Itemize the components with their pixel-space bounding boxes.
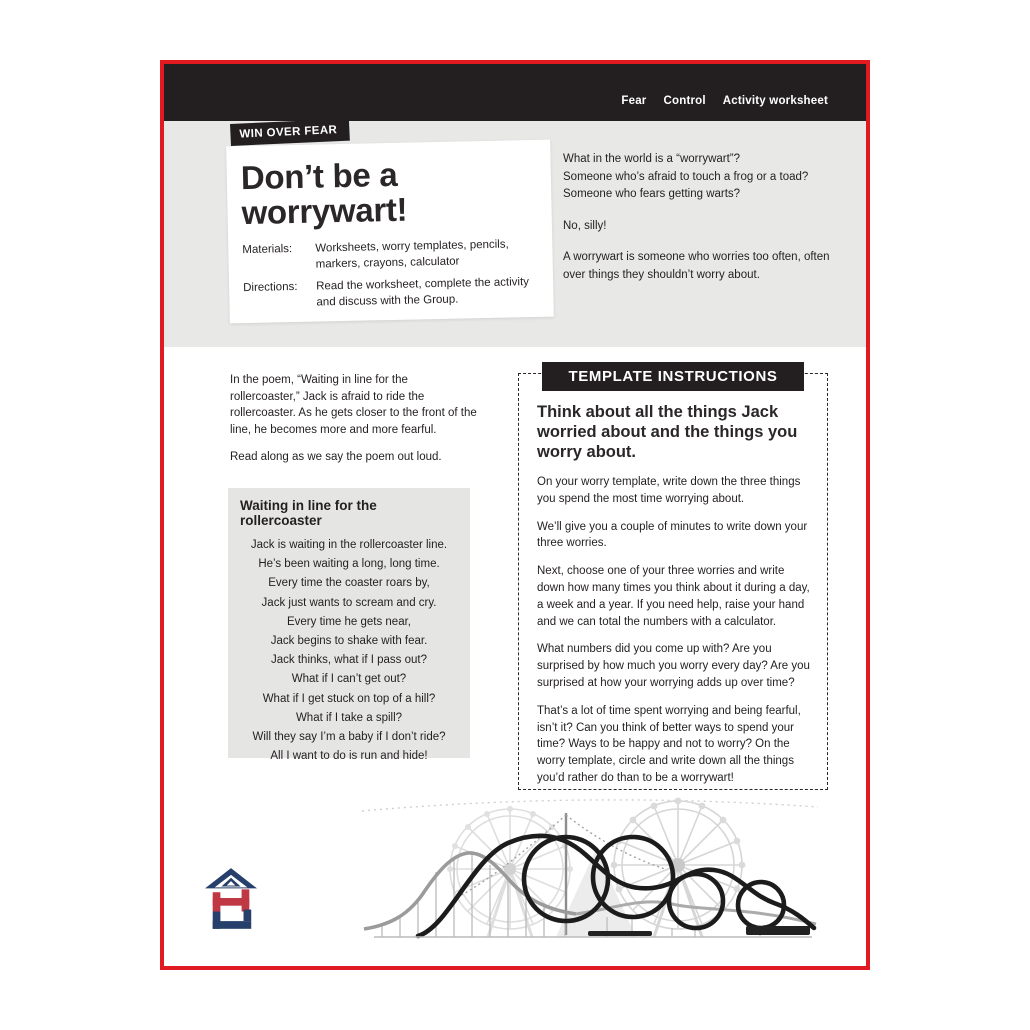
- template-subhead: Think about all the things Jack worried about and the things you worry about.: [537, 403, 798, 461]
- materials-directions: [242, 236, 539, 312]
- title-line-1: Don’t be a: [240, 155, 398, 197]
- poem-line: Jack begins to shake with fear.: [270, 635, 428, 648]
- header-bar: [164, 64, 866, 121]
- poem-lines: [236, 536, 462, 766]
- template-instructions-body: [519, 374, 827, 808]
- worksheet-page: [160, 60, 870, 970]
- template-instructions-header: TEMPLATE INSTRUCTIONS: [542, 362, 804, 391]
- template-paragraph: We’ll give you a couple of minutes to write down your three worries.: [537, 520, 808, 550]
- poem-line: What if I take a spill?: [295, 711, 403, 724]
- page-title: [240, 154, 537, 230]
- materials-row: [242, 236, 539, 274]
- nav-item-activity-worksheet: Activity worksheet: [722, 95, 828, 107]
- poem-intro-paragraph: In the poem, “Waiting in line for the rollercoaster,” Jack is afraid to ride the rollercoaster. As he gets closer to the front of the line, he becomes more and more fearful.: [230, 374, 477, 436]
- poem-line: Jack thinks, what if I pass out?: [271, 654, 427, 667]
- win-over-fear-tag: WIN OVER FEAR: [230, 119, 350, 146]
- main-content: [164, 347, 866, 966]
- poem-line: Will they say I’m a baby if I don’t ride?: [252, 731, 446, 744]
- poem-line: Jack is waiting in the rollercoaster line.: [250, 539, 448, 551]
- template-paragraph: Next, choose one of your three worries and write down how many times you think about it during a day, a week and a year. If you need help, raise your hand and we can total the numbers with a calculator.: [537, 565, 810, 628]
- poem-line: Every time he gets near,: [286, 615, 411, 628]
- template-paragraph: What numbers did you come up with? Are you surprised by how much you worry every day? Are you surprised at how your worrying adds up over time?: [537, 643, 810, 689]
- answer-line: No, silly!: [563, 219, 607, 232]
- poem-title: Waiting in line for the rollercoaster: [240, 498, 377, 528]
- hero-section: [164, 121, 866, 347]
- template-paragraph: That’s a lot of time spent worrying and being fearful, isn’t it? Can you think of better ways to spend your time? Ways to be happy and not to worry? On the worry template, circle and write down all the things you’d rather do than to be a worrywart!: [537, 704, 801, 784]
- poem-line: What if I get stuck on top of a hill?: [262, 692, 436, 705]
- poem-intro: [230, 372, 480, 477]
- amusement-park-illustration: [360, 797, 820, 945]
- materials-value: Worksheets, worry templates, pencils, markers, crayons, calculator: [315, 238, 509, 271]
- poem-line: Every time the coaster roars by,: [268, 577, 430, 590]
- directions-label: Directions:: [243, 280, 298, 295]
- poem-line: What if I can’t get out?: [291, 673, 407, 686]
- poem-line: He’s been waiting a long, long time.: [258, 558, 440, 571]
- question-line: Someone who fears getting warts?: [563, 188, 741, 200]
- question-line: What in the world is a “worrywart”?: [563, 153, 741, 165]
- materials-label: Materials:: [242, 243, 293, 257]
- header-nav: [621, 95, 828, 107]
- template-paragraph: On your worry template, write down the three things you spend the most time worrying about.: [537, 476, 801, 505]
- directions-row: [243, 274, 540, 312]
- definition-paragraph: A worrywart is someone who worries too often, often over things they shouldn’t worry about.: [563, 251, 830, 281]
- rollercoaster-ferris-wheel-art: [360, 797, 820, 945]
- poem-box: [228, 488, 470, 763]
- read-along-paragraph: Read along as we say the poem out loud.: [230, 451, 442, 463]
- nav-item-fear: Fear: [621, 95, 647, 107]
- title-card: [226, 140, 554, 324]
- title-line-2: worrywart!: [241, 190, 408, 232]
- house-monogram-logo-icon: [205, 867, 257, 929]
- question-lines: [563, 151, 841, 204]
- nav-item-control: Control: [663, 95, 706, 107]
- poem-line: All I want to do is run and hide!: [270, 750, 428, 763]
- template-instructions-box: [518, 368, 828, 790]
- question-line: Someone who’s afraid to touch a frog or a toad?: [563, 170, 809, 183]
- directions-value: Read the worksheet, complete the activity and discuss with the Group.: [316, 276, 530, 309]
- worrywart-question-block: [563, 151, 841, 298]
- poem-line: Jack just wants to scream and cry.: [261, 596, 437, 609]
